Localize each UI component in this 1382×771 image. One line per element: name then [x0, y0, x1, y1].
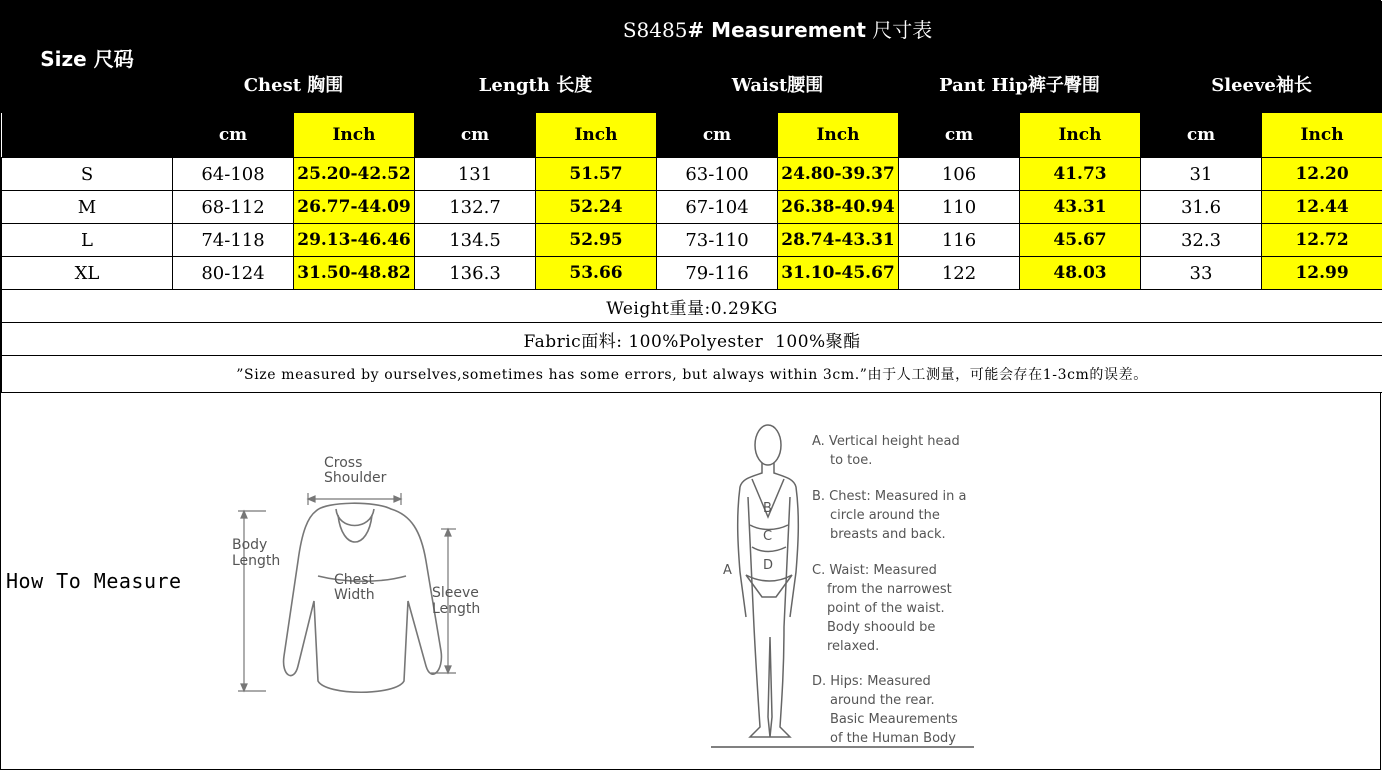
value-cell: 106 — [899, 158, 1020, 191]
shirt-label-length: Length — [232, 553, 281, 569]
value-cell: 33 — [1141, 257, 1262, 290]
unit-inch: Inch — [1262, 113, 1382, 158]
table-row — [2, 257, 1382, 290]
value-cell: 134.5 — [415, 224, 536, 257]
shirt-label-body: Body — [232, 537, 268, 553]
title-main: # Measurement — [687, 17, 866, 42]
shirt-label-cross: Cross — [324, 455, 363, 471]
value-cell: 80-124 — [173, 257, 294, 290]
how-to-measure-label: How To Measure — [6, 569, 182, 593]
value-cell: 41.73 — [1020, 158, 1141, 191]
title-code: S8485 — [622, 17, 688, 42]
value-cell: 28.74-43.31 — [778, 224, 899, 257]
note-c-line: C. Waist: Measured — [812, 563, 937, 578]
value-cell: 136.3 — [415, 257, 536, 290]
table-row — [2, 191, 1382, 224]
how-to-measure-section — [1, 393, 1382, 771]
value-cell: 12.20 — [1262, 158, 1382, 191]
unit-inch: Inch — [1020, 113, 1141, 158]
size-cell: S — [2, 158, 173, 191]
size-header-spacer — [2, 113, 173, 158]
value-cell: 110 — [899, 191, 1020, 224]
table-title — [173, 2, 1382, 55]
measurement-note: ”Size measured by ourselves,sometimes has some errors, but always within 3cm.”由于人工测量，可能会存在1-3cm的误差。 — [2, 356, 1382, 393]
shirt-label-sleeve: Sleeve — [432, 585, 479, 601]
unit-cm: cm — [1141, 113, 1262, 158]
size-cell: XL — [2, 257, 173, 290]
value-cell: 12.44 — [1262, 191, 1382, 224]
value-cell: 132.7 — [415, 191, 536, 224]
table-row — [2, 158, 1382, 191]
value-cell: 73-110 — [657, 224, 778, 257]
value-cell: 67-104 — [657, 191, 778, 224]
value-cell: 26.77-44.09 — [294, 191, 415, 224]
shirt-label-width: Width — [334, 587, 375, 603]
value-cell: 53.66 — [536, 257, 657, 290]
unit-cm: cm — [899, 113, 1020, 158]
value-cell: 29.13-46.46 — [294, 224, 415, 257]
value-cell: 79-116 — [657, 257, 778, 290]
value-cell: 25.20-42.52 — [294, 158, 415, 191]
value-cell: 131 — [415, 158, 536, 191]
body-letter-a: A — [723, 563, 732, 578]
value-cell: 32.3 — [1141, 224, 1262, 257]
unit-cm: cm — [415, 113, 536, 158]
value-cell: 52.24 — [536, 191, 657, 224]
value-cell: 12.72 — [1262, 224, 1382, 257]
value-cell: 74-118 — [173, 224, 294, 257]
shirt-label-chest: Chest — [334, 572, 375, 588]
value-cell: 45.67 — [1020, 224, 1141, 257]
body-letter-d: D — [763, 558, 774, 573]
unit-cm: cm — [657, 113, 778, 158]
note-a-line: to toe. — [830, 453, 873, 468]
note-d-line: Basic Meaurements — [830, 712, 958, 727]
note-b-line: B. Chest: Measured in a — [812, 489, 967, 504]
group-length: Length 长度 — [415, 55, 657, 113]
value-cell: 24.80-39.37 — [778, 158, 899, 191]
value-cell: 64-108 — [173, 158, 294, 191]
note-d-line: around the rear. — [830, 693, 935, 708]
body-letter-b: B — [763, 501, 772, 516]
value-cell: 31.10-45.67 — [778, 257, 899, 290]
value-cell: 51.57 — [536, 158, 657, 191]
unit-inch: Inch — [778, 113, 899, 158]
group-sleeve: Sleeve袖长 — [1141, 55, 1382, 113]
note-c-line: Body shoould be — [827, 620, 936, 635]
value-cell: 31.50-48.82 — [294, 257, 415, 290]
note-b-line: circle around the — [830, 508, 940, 523]
size-table — [1, 1, 1382, 393]
note-a-line: A. Vertical height head — [812, 434, 960, 449]
note-d-line: D. Hips: Measured — [812, 674, 931, 689]
value-cell: 31.6 — [1141, 191, 1262, 224]
value-cell: 116 — [899, 224, 1020, 257]
unit-inch: Inch — [294, 113, 415, 158]
value-cell: 43.31 — [1020, 191, 1141, 224]
shirt-label-shoulder: Shoulder — [324, 470, 387, 486]
value-cell: 122 — [899, 257, 1020, 290]
value-cell: 31 — [1141, 158, 1262, 191]
value-cell: 63-100 — [657, 158, 778, 191]
shirt-label-sleeve-length: Length — [432, 601, 481, 617]
body-letter-c: C — [763, 529, 773, 544]
note-c-line: point of the waist. — [827, 601, 945, 616]
value-cell: 52.95 — [536, 224, 657, 257]
note-b-line: breasts and back. — [830, 527, 946, 542]
size-cell: L — [2, 224, 173, 257]
value-cell: 12.99 — [1262, 257, 1382, 290]
note-c-line: relaxed. — [827, 639, 880, 654]
note-d-line: of the Human Body — [830, 731, 956, 746]
value-cell: 48.03 — [1020, 257, 1141, 290]
fabric-info: Fabric面料: 100%Polyester 100%聚酯 — [2, 323, 1382, 356]
weight-info: Weight重量:0.29KG — [2, 290, 1382, 323]
shirt-diagram — [226, 451, 486, 711]
unit-inch: Inch — [536, 113, 657, 158]
unit-cm: cm — [173, 113, 294, 158]
size-cell: M — [2, 191, 173, 224]
table-row — [2, 224, 1382, 257]
size-column-header: Size 尺码 — [2, 2, 173, 113]
value-cell: 68-112 — [173, 191, 294, 224]
group-pant-hip: Pant Hip裤子臀围 — [899, 55, 1141, 113]
note-c-line: from the narrowest — [827, 582, 952, 597]
value-cell: 26.38-40.94 — [778, 191, 899, 224]
group-waist: Waist腰围 — [657, 55, 899, 113]
group-chest: Chest 胸围 — [173, 55, 415, 113]
body-diagram — [706, 407, 986, 767]
title-cn: 尺寸表 — [872, 17, 933, 42]
